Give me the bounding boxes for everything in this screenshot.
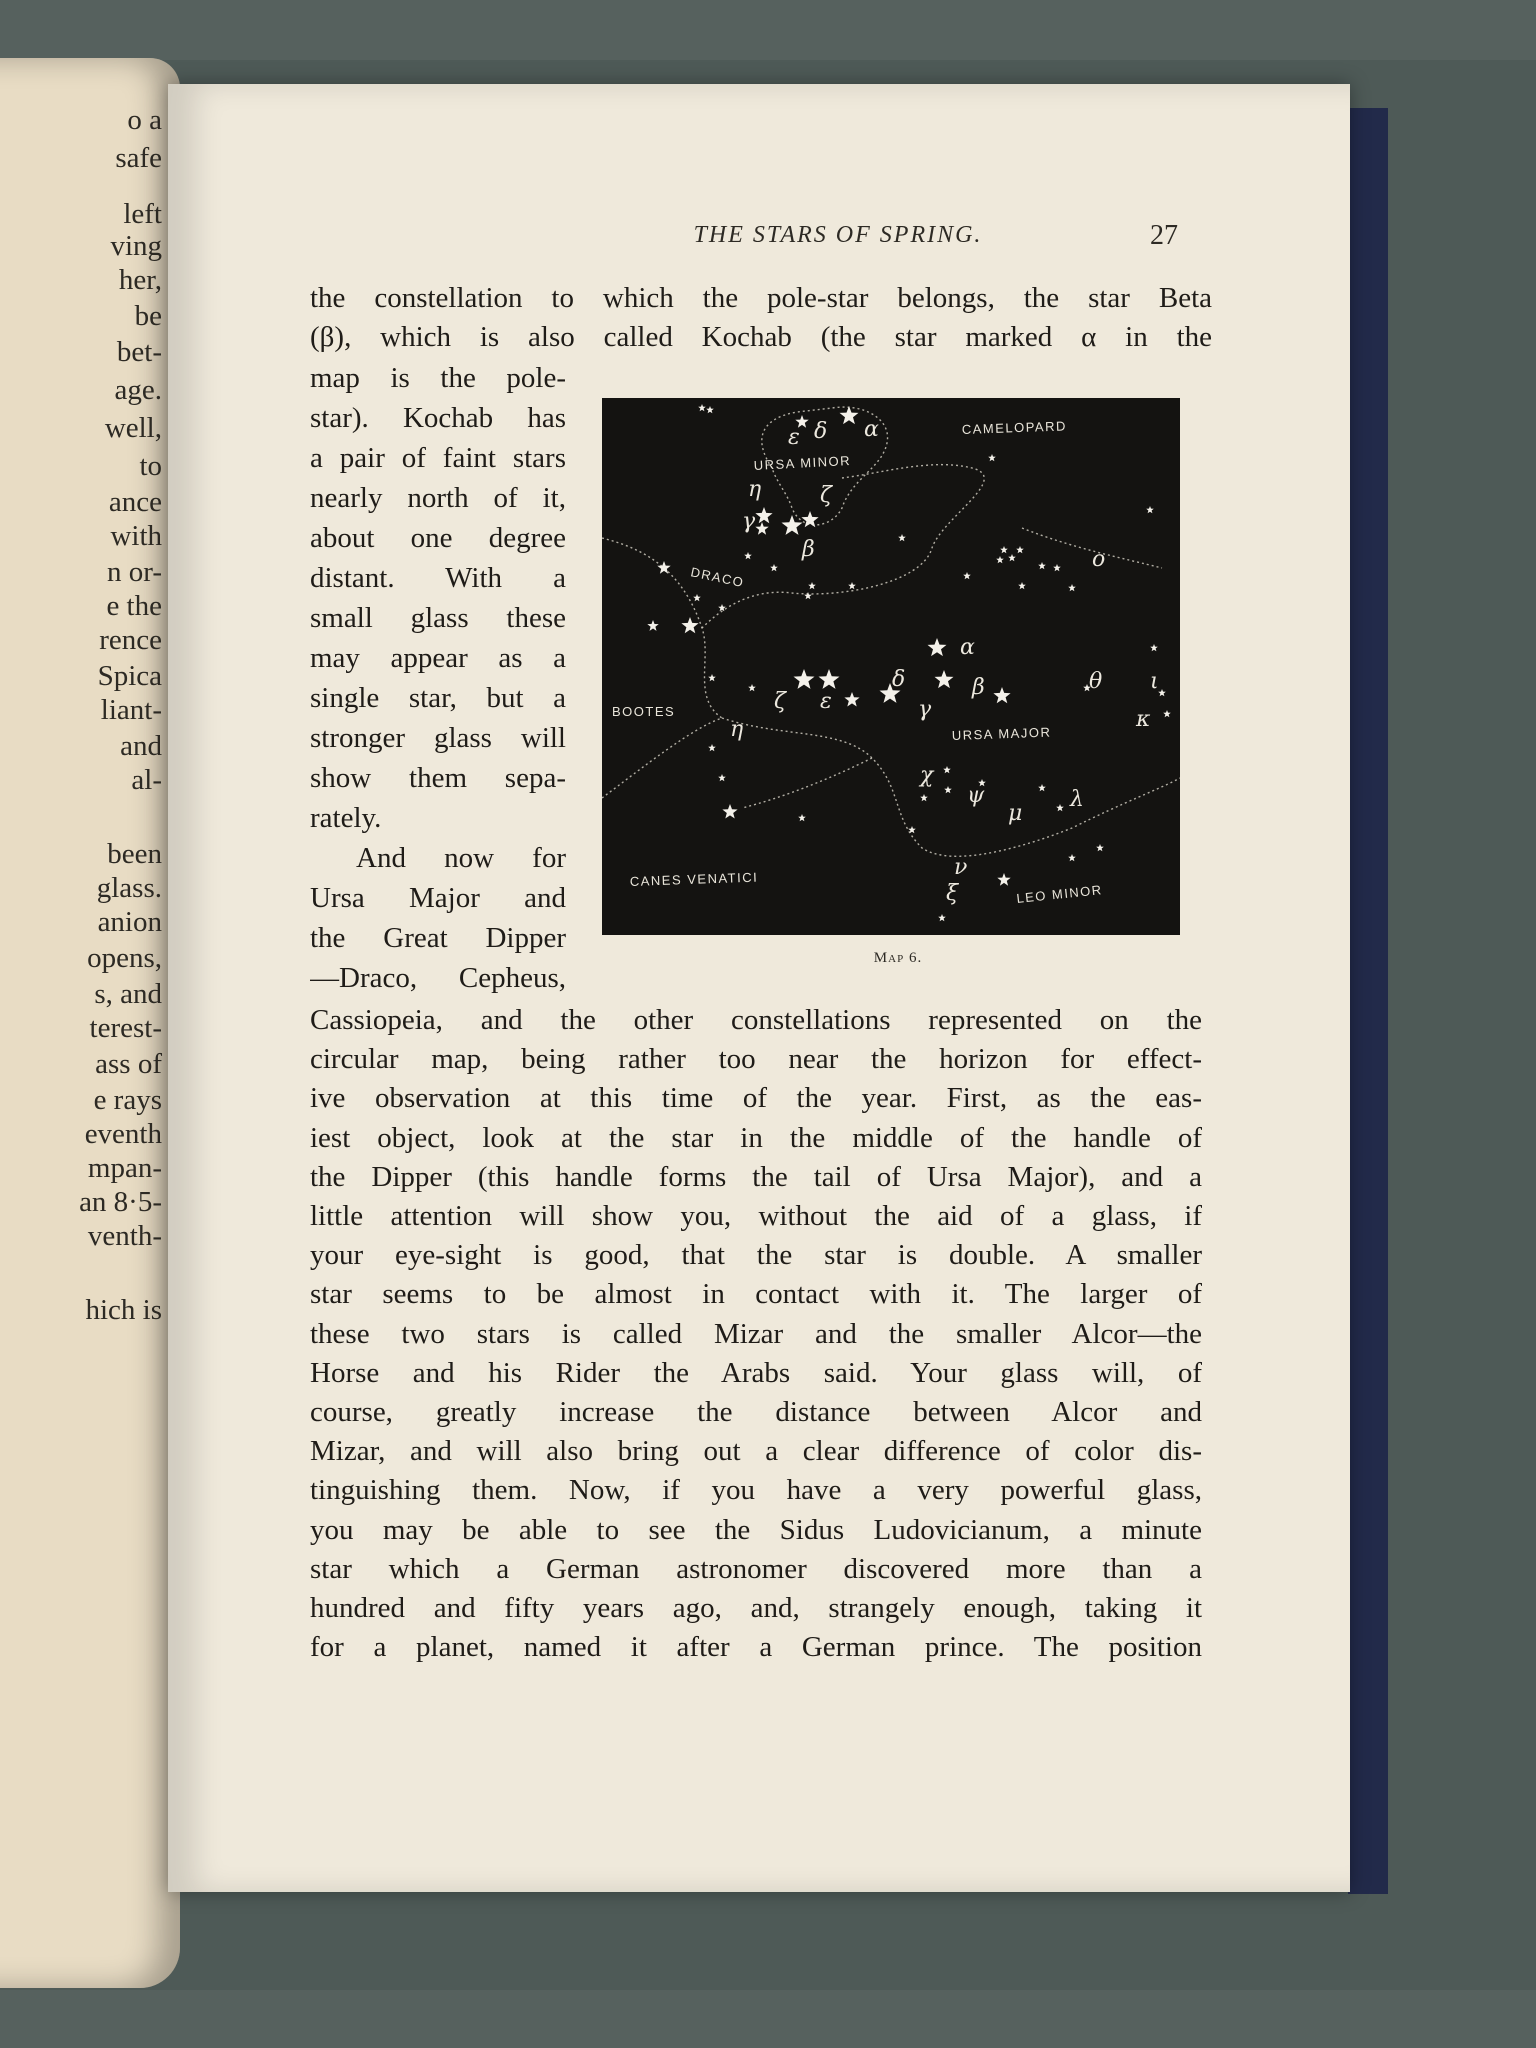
star-icon [1163,710,1171,717]
star-icon [722,804,737,819]
star-icon [993,687,1010,703]
constellation-label: BOOTES [612,704,676,719]
text-line: these two stars is called Mizar and the smaller Alcor—the [310,1317,1202,1350]
left-page-line: al- [131,764,162,796]
text-line: tinguishing them. Now, if you have a very powerful glass, [310,1474,1202,1507]
star-icon [744,552,752,559]
constellation-label: CAMELOPARD [961,418,1068,437]
left-page-line: bet- [116,336,162,368]
text-line: Ursa Major and [310,882,566,914]
text-line: star). Kochab has [310,402,566,434]
text-line: little attention will show you, without the aid of a glass, if [310,1200,1202,1232]
text-line: ive observation at this time of the year. First, as the eas- [310,1082,1202,1115]
star-icon [1000,546,1008,553]
left-page-line: an 8·5- [79,1186,162,1218]
left-page-line: and [120,730,162,762]
star-letter: ξ [946,881,959,906]
star-icon [1053,564,1061,571]
star-letter: ψ [967,783,985,808]
left-page-line: ving [110,230,162,262]
star-letter: β [972,675,985,700]
star-letter: α [864,417,879,442]
star-icon [1096,844,1104,851]
star-icon [1018,582,1026,589]
star-icon [808,582,816,589]
text-line: distant. With a [310,562,566,594]
text-line: star which a German astronomer discovered more than a [310,1552,1202,1585]
star-letter: θ [1089,669,1103,694]
star-letter: η [730,717,744,742]
left-page-line: to [139,450,162,482]
left-page-line: mpan- [87,1152,162,1184]
left-page-line: e rays [93,1084,162,1116]
star-icon [844,692,859,707]
star-icon [1150,644,1158,651]
constellation-boundary [602,538,722,718]
star-letter: ζ [820,483,832,508]
text-line: And now for [356,842,566,874]
constellation-boundary [602,718,722,798]
table-plank [0,0,1536,60]
star-icon [798,814,806,821]
star-icon [840,406,859,424]
star-icon [848,582,856,589]
constellation-label: URSA MAJOR [951,724,1052,743]
star-letter: κ [1136,707,1151,732]
star-icon [770,564,778,571]
left-page-line: be [134,300,162,332]
star-icon [647,620,658,631]
left-page-line: s, and [94,978,162,1010]
star-icon [1056,804,1064,811]
star-icon [804,592,812,599]
star-icon [944,786,952,793]
text-line: Mizar, and will also bring out a clear difference of color dis- [310,1435,1202,1468]
text-line: Horse and his Rider the Arabs said. Your glass will, of [310,1356,1202,1389]
text-line: star seems to be almost in contact with it. The larger of [310,1278,1202,1311]
left-page-line: age. [114,374,162,406]
star-icon [963,572,971,579]
left-page [0,58,180,1988]
star-letter: ζ [774,689,786,714]
text-line: circular map, being rather too near the horizon for effect- [310,1043,1202,1076]
left-page-line: e the [106,590,162,622]
text-line: (β), which is also called Kochab (the star marked α in the [310,321,1212,353]
constellation-label: DRACO [689,564,746,591]
left-page-line: ance [108,486,162,518]
left-page-line: anion [97,906,162,938]
left-page-line: been [107,838,162,870]
star-letter: ε [820,689,832,714]
text-line: for a planet, named it after a German prince. The position [310,1631,1202,1664]
star-icon [1068,854,1076,861]
star-icon [938,914,946,921]
left-page-line: well, [104,412,162,444]
left-page-line: ass of [95,1048,162,1080]
star-icon [801,511,818,527]
star-icon [708,674,716,681]
text-line: the constellation to which the pole-star belongs, the star Beta [310,282,1212,314]
star-icon [819,669,840,689]
text-line: Cassiopeia, and the other constellations represented on the [310,1004,1202,1036]
star-letter: γ [742,509,756,534]
left-page-line: left [123,198,162,230]
star-letter: η [748,477,762,502]
left-page-line: liant- [100,694,162,726]
star-icon [943,766,951,773]
left-page-line: her, [118,264,162,296]
star-icon [693,594,701,601]
left-page-line: hich is [85,1294,162,1326]
left-page-line: with [110,520,162,552]
star-letter: β [802,537,815,562]
star-letter: ο [1092,547,1106,572]
star-icon [1038,784,1046,791]
book-cover-edge [1348,108,1388,1894]
left-page-line: venth- [87,1220,162,1252]
constellation-label: CANES VENATICI [629,869,759,889]
star-letter: μ [1008,801,1023,826]
star-icon [708,744,716,751]
star-letter: ι [1150,669,1159,694]
star-icon [698,404,706,411]
constellation-label: LEO MINOR [1015,882,1104,906]
text-line: nearly north of it, [310,482,566,514]
star-icon [1038,562,1046,569]
star-icon [988,454,996,461]
left-page-line: terest- [89,1012,162,1044]
text-line: iest object, look at the star in the middle of the handle of [310,1121,1202,1154]
left-page-line: o a [127,104,162,136]
star-icon [718,774,726,781]
left-page-line: glass. [96,872,162,904]
left-page-line: rence [99,624,162,656]
star-icon [1016,546,1024,553]
star-icon [681,617,698,633]
constellation-boundary [702,465,984,628]
star-letter: δ [892,667,906,692]
star-icon [898,534,906,541]
left-page-line: n or- [107,556,162,588]
text-line: hundred and fifty years ago, and, strangely enough, taking it [310,1592,1202,1624]
star-letter: α [960,635,975,660]
text-line: small glass these [310,602,566,634]
left-page-line: Spica [97,660,162,692]
star-icon [794,669,815,689]
text-line: you may be able to see the Sidus Ludovicianum, a minute [310,1513,1202,1546]
text-line: single star, but a [310,682,566,714]
text-line: a pair of faint stars [310,442,566,474]
star-icon [1146,506,1154,513]
text-line: may appear as a [310,642,566,674]
star-letter: ν [954,855,968,880]
star-icon [1158,689,1166,696]
text-line: about one degree [310,522,566,554]
star-icon [935,670,954,688]
star-letter: δ [814,419,828,444]
constellation-boundary [742,758,872,808]
text-line: your eye-sight is good, that the star is double. A smaller [310,1239,1202,1272]
star-icon [718,604,726,611]
text-line: map is the pole- [310,362,566,394]
text-line: course, greatly increase the distance between Alcor and [310,1396,1202,1428]
left-page-line: opens, [87,942,162,974]
page-number: 27 [1150,220,1178,251]
left-page-line: safe [115,142,162,174]
star-icon [1068,584,1076,591]
star-letter: ε [788,425,800,450]
star-icon [706,406,714,413]
star-icon [1008,554,1016,561]
star-icon [996,556,1004,563]
star-icon [920,794,928,801]
text-line: stronger glass will [310,722,566,754]
left-page-line: eventh [84,1118,162,1150]
star-map-svg [602,398,1180,935]
star-icon [748,684,756,691]
star-letter: γ [918,697,932,722]
book-page [168,84,1350,1892]
star-icon [755,507,772,523]
running-head: THE STARS OF SPRING. [693,222,983,248]
text-line: rately. [310,802,382,834]
star-letter: λ [1070,787,1084,812]
constellation-label: URSA MINOR [753,452,852,473]
star-map [602,398,1180,935]
text-line: the Great Dipper [310,922,566,954]
map-caption: Map 6. [873,950,923,966]
star-icon [997,873,1010,886]
star-icon [928,638,947,656]
star-icon [755,522,768,535]
star-letter: χ [920,763,934,788]
table-plank [0,1990,1536,2048]
text-line: —Draco, Cepheus, [310,962,566,994]
text-line: the Dipper (this handle forms the tail of Ursa Major), and a [310,1160,1202,1193]
text-line: show them sepa- [310,762,566,794]
